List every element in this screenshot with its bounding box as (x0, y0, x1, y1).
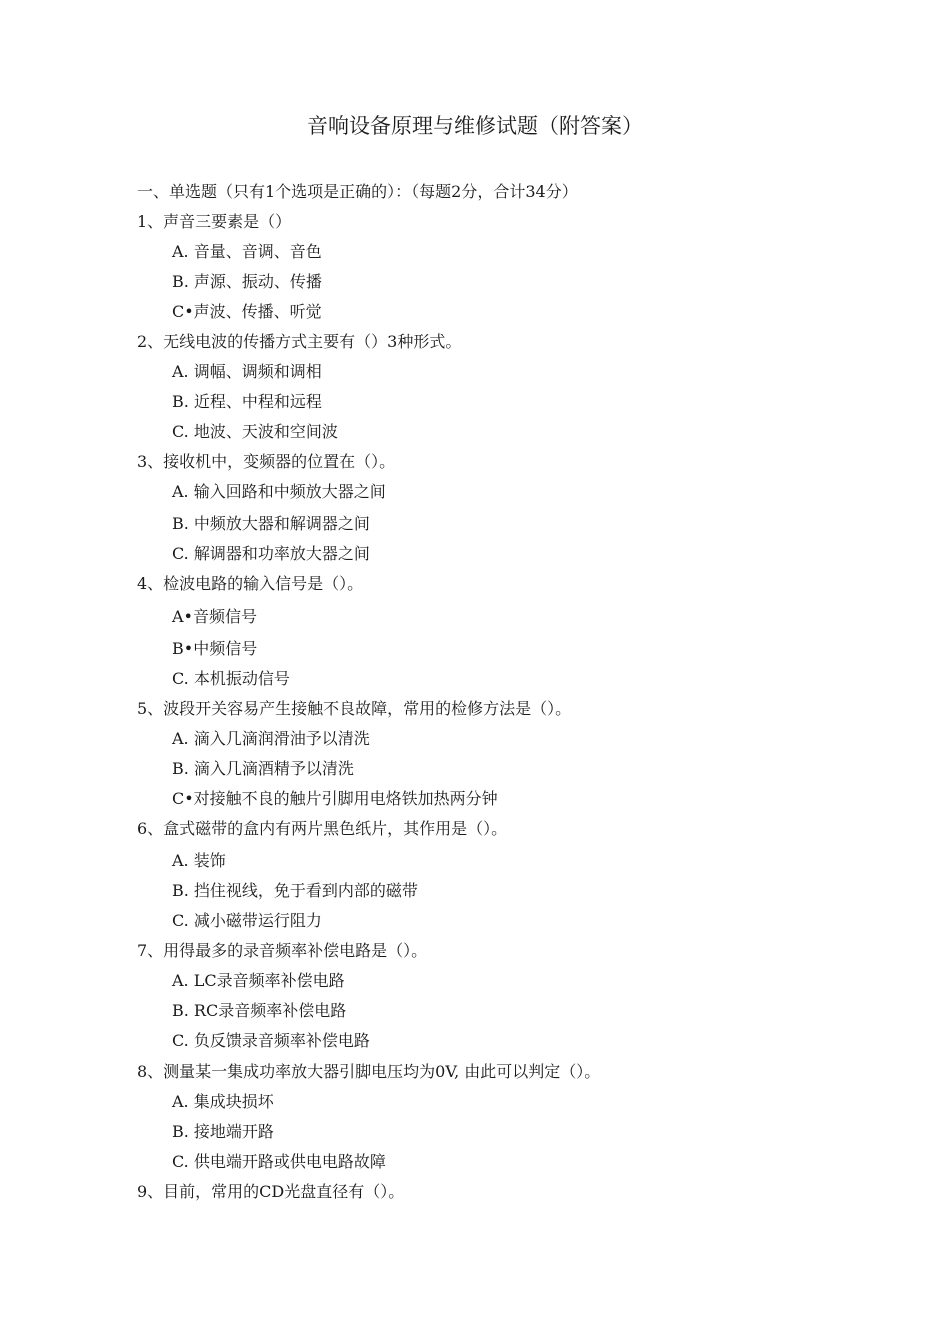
question-6-option-b: B. 挡住视线，免于看到内部的磁带 (172, 881, 418, 900)
section-heading: 一、单选题（只有1个选项是正确的）：（每题2分，合计34分） (137, 182, 578, 201)
question-7-option-c: C. 负反馈录音频率补偿电路 (172, 1031, 370, 1050)
question-4-option-a: A•音频信号 (172, 607, 257, 626)
question-2-option-c: C. 地波、天波和空间波 (172, 422, 338, 441)
question-7-stem: 7、用得最多的录音频率补偿电路是（）。 (137, 941, 428, 960)
question-4-stem: 4、检波电路的输入信号是（）。 (137, 574, 364, 593)
question-7-option-a: A. LC录音频率补偿电路 (172, 971, 345, 990)
question-8-option-c: C. 供电端开路或供电电路故障 (172, 1152, 386, 1171)
question-5-option-a: A. 滴入几滴润滑油予以清洗 (172, 729, 370, 748)
question-5-option-c: C•对接触不良的触片引脚用电烙铁加热两分钟 (172, 789, 498, 808)
question-9-stem: 9、目前，常用的CD光盘直径有（）。 (137, 1182, 405, 1201)
question-6-option-c: C. 减小磁带运行阻力 (172, 911, 322, 930)
question-5-stem: 5、波段开关容易产生接触不良故障，常用的检修方法是（）。 (137, 699, 572, 718)
question-7-option-b: B. RC录音频率补偿电路 (172, 1001, 347, 1020)
question-8-option-a: A. 集成块损坏 (172, 1092, 274, 1111)
question-8-stem: 8、测量某一集成功率放大器引脚电压均为0V, 由此可以判定（）。 (137, 1062, 601, 1081)
question-1-option-b: B. 声源、振动、传播 (172, 272, 322, 291)
question-1-option-a: A. 音量、音调、音色 (172, 242, 322, 261)
question-1-option-c: C•声波、传播、听觉 (172, 302, 322, 321)
question-6-stem: 6、盒式磁带的盒内有两片黑色纸片，其作用是（）。 (137, 819, 508, 838)
question-3-option-b: B. 中频放大器和解调器之间 (172, 514, 370, 533)
question-2-option-a: A. 调幅、调频和调相 (172, 362, 322, 381)
question-3-option-a: A. 输入回路和中频放大器之间 (172, 482, 386, 501)
question-3-option-c: C. 解调器和功率放大器之间 (172, 544, 370, 563)
question-3-stem: 3、接收机中，变频器的位置在（）。 (137, 452, 396, 471)
question-1-stem: 1、声音三要素是（） (137, 212, 292, 231)
question-2-stem: 2、无线电波的传播方式主要有（）3种形式。 (137, 332, 462, 351)
question-2-option-b: B. 近程、中程和远程 (172, 392, 322, 411)
question-6-option-a: A. 装饰 (172, 851, 226, 870)
question-4-option-c: C. 本机振动信号 (172, 669, 290, 688)
question-4-option-b: B•中频信号 (172, 639, 258, 658)
question-8-option-b: B. 接地端开路 (172, 1122, 274, 1141)
document-title: 音响设备原理与维修试题（附答案） (307, 114, 643, 138)
question-5-option-b: B. 滴入几滴酒精予以清洗 (172, 759, 354, 778)
